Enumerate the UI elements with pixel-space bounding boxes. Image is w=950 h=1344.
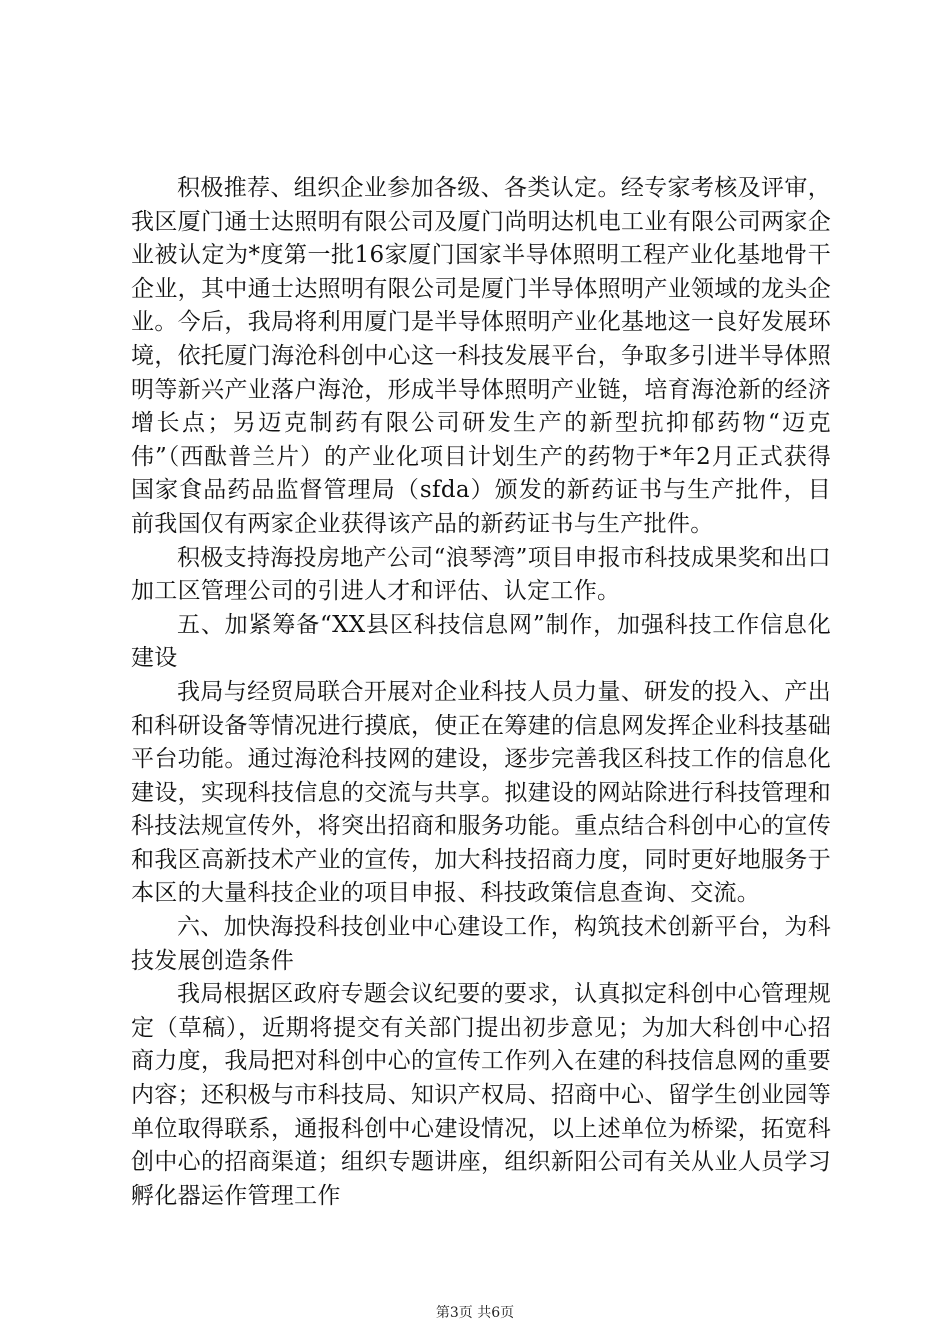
paragraph-innovation-center: 我局根据区政府专题会议纪要的要求，认真拟定科创中心管理规定（草稿），近期将提交有关部门提出初步意见；为加大科创中心招商力度，我局把对科创中心的宣传工作列入在建的科技信息网的重要内容；还积极与市科技局、知识产权局、招商中心、留学生创业园等单位取得联系，通报科创中心建设情况，以上述单位为桥梁，拓宽科创中心的招商渠道；组织专题讲座，组织新阳公司有关从业人员学习孵化器运作管理工作 — [131, 981, 831, 1209]
paragraph-haitou-support: 积极支持海投房地产公司“浪琴湾”项目申报市科技成果奖和出口加工区管理公司的引进人才和评估、认定工作。 — [131, 544, 831, 605]
document-body — [131, 172, 831, 1213]
section-heading-six: 六、加快海投科技创业中心建设工作，构筑技术创新平台，为科技发展创造条件 — [131, 914, 831, 974]
paragraph-info-network: 我局与经贸局联合开展对企业科技人员力量、研发的投入、产出和科研设备等情况进行摸底，使正在筹建的信息网发挥企业科技基础平台功能。通过海沧科技网的建设，逐步完善我区科技工作的信息化建设，实现科技信息的交流与共享。拟建设的网站除进行科技管理和科技法规宣传外，将突出招商和服务功能。重点结合科创中心的宣传和我区高新技术产业的宣传，加大科技招商力度，同时更好地服务于本区的大量科技企业的项目申报、科技政策信息查询、交流。 — [131, 678, 831, 907]
paragraph-certification: 积极推荐、组织企业参加各级、各类认定。经专家考核及评审，我区厦门通士达照明有限公司及厦门尚明达机电工业有限公司两家企业被认定为*度第一批16家厦门国家半导体照明工程产业化基地骨干企业，其中通士达照明有限公司是厦门半导体照明产业领域的龙头企业。今后，我局将利用厦门是半导体照明产业化基地这一良好发展环境，依托厦门海沧科创中心这一科技发展平台，争取多引进半导体照明等新兴产业落户海沧，形成半导体照明产业链，培育海沧新的经济增长点；另迈克制药有限公司研发生产的新型抗抑郁药物“迈克伟”（西酞普兰片）的产业化项目计划生产的药物于*年2月正式获得国家食品药品监督管理局（sfda）颁发的新药证书与生产批件，目前我国仅有两家企业获得该产品的新药证书与生产批件。 — [131, 175, 831, 537]
section-heading-five: 五、加紧筹备“XX县区科技信息网”制作，加强科技工作信息化建设 — [131, 611, 831, 672]
page-footer: 第3页 共6页 — [435, 1305, 515, 1321]
